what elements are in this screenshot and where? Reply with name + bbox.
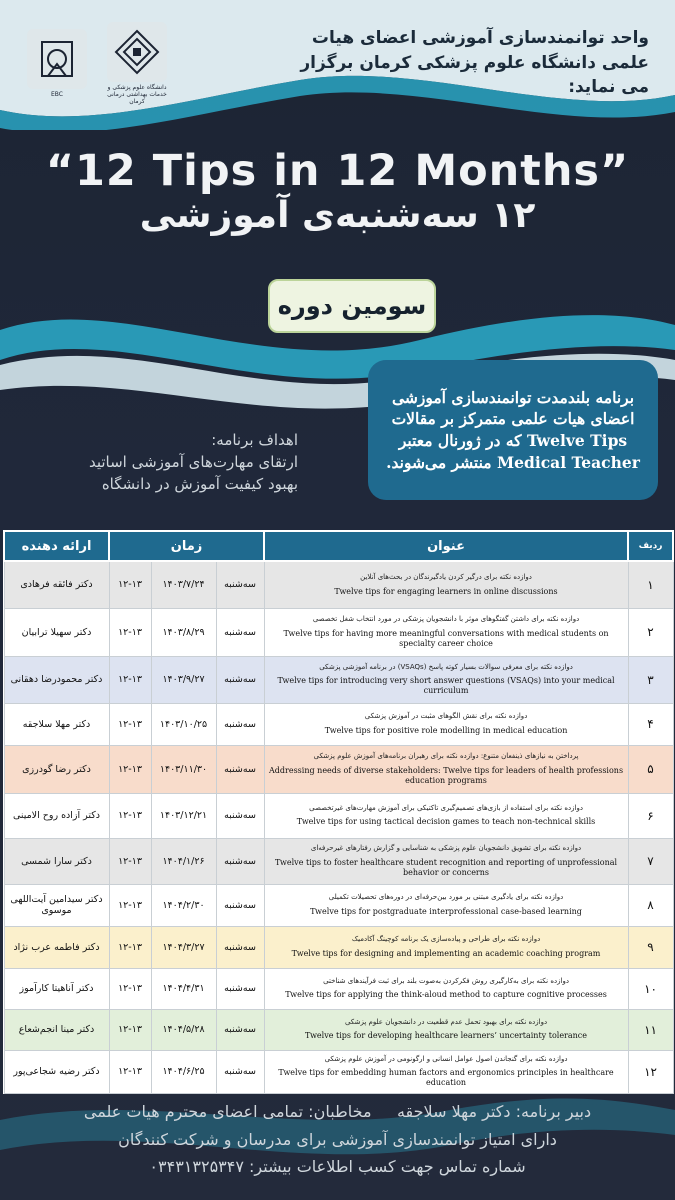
presenter-cell: دکتر رضیه شجاعی‌پور xyxy=(4,1050,109,1093)
header-presenter: ارائه دهنده xyxy=(4,531,109,561)
date-cell: ۱۴۰۴/۶/۲۵ xyxy=(151,1050,216,1093)
goals-title: اهداف برنامه: xyxy=(211,431,298,449)
hour-cell: ۱۲-۱۳ xyxy=(109,884,151,926)
title-persian-text: دوازده نکته برای معرفی سوالات بسیار کوته پاسخ (VSAQs) در برنامه آموزشی پزشکی xyxy=(319,662,573,671)
footer-line-1: دبیر برنامه: دکتر مهلا سلاجقه مخاطبان: تمامی اعضای محترم هیات علمی xyxy=(83,1102,592,1121)
table-row xyxy=(4,926,673,968)
day-cell: سه‌شنبه xyxy=(216,703,264,745)
schedule-table xyxy=(3,530,674,1094)
row-number-cell: ۱۲ xyxy=(628,1050,673,1093)
row-number-cell: ۴ xyxy=(628,703,673,745)
row-number-cell: ۷ xyxy=(628,838,673,884)
date-cell: ۱۴۰۳/۸/۲۹ xyxy=(151,608,216,656)
hour-cell: ۱۲-۱۳ xyxy=(109,561,151,608)
row-number-cell: ۹ xyxy=(628,926,673,968)
title-english-text: Twelve tips for designing and implementing an academic coaching program xyxy=(291,948,601,958)
title-persian-text: پرداختن به نیازهای ذینفعان متنوع: دوازده نکته برای رهبران برنامه‌های آموزش علوم پزشکی xyxy=(313,752,579,761)
row-number-cell: ۲ xyxy=(628,608,673,656)
presenter-cell: دکتر مینا انجم‌شعاع xyxy=(4,1009,109,1050)
presenter-cell: دکتر آناهیتا کارآموز xyxy=(4,968,109,1009)
title-persian-text: دوازده نکته برای بهبود تحمل عدم قطعیت در دانشجویان علوم پزشکی xyxy=(344,1017,548,1026)
title-english-text: Twelve tips for developing healthcare learners’ uncertainty tolerance xyxy=(305,1031,588,1041)
title-english-text: Twelve tips to foster healthcare student recognition and reporting of unprofessional behavior or concerns xyxy=(274,857,618,877)
day-cell: سه‌شنبه xyxy=(216,608,264,656)
presenter-cell: دکتر رضا گودرزی xyxy=(4,745,109,793)
table-row xyxy=(4,838,673,884)
date-cell: ۱۴۰۴/۲/۳۰ xyxy=(151,884,216,926)
logos xyxy=(22,22,172,106)
program-description-box xyxy=(368,360,658,500)
day-cell: سه‌شنبه xyxy=(216,838,264,884)
table-header-row xyxy=(4,531,673,561)
title-persian-text: دوازده نکته برای نقش الگوهای مثبت در آموزش پزشکی xyxy=(364,712,528,721)
date-cell: ۱۴۰۳/۷/۲۴ xyxy=(151,561,216,608)
presenter-cell: دکتر مهلا سلاجقه xyxy=(4,703,109,745)
title-cell xyxy=(264,1050,628,1093)
title-cell xyxy=(264,745,628,793)
table-row xyxy=(4,884,673,926)
date-cell: ۱۴۰۳/۹/۲۷ xyxy=(151,656,216,703)
ebc-logo-label: EBC xyxy=(51,91,63,99)
hour-cell: ۱۲-۱۳ xyxy=(109,745,151,793)
table-row xyxy=(4,561,673,608)
title-cell xyxy=(264,656,628,703)
presenter-cell: دکتر سهیلا ترابیان xyxy=(4,608,109,656)
hour-cell: ۱۲-۱۳ xyxy=(109,926,151,968)
row-number-cell: ۱ xyxy=(628,561,673,608)
program-description: برنامه بلندمدت توانمندسازی آموزشی اعضای هیات علمی متمرکز بر مقالات Twelve Tips که در ژورنال معتبر Medical Teacher منتشر می‌شوند. xyxy=(386,387,640,472)
table-row xyxy=(4,656,673,703)
table-row xyxy=(4,793,673,838)
title-english: “12 Tips in 12 Months” xyxy=(45,146,630,196)
day-cell: سه‌شنبه xyxy=(216,884,264,926)
title-english-text: Twelve tips for positive role modelling in medical education xyxy=(324,725,568,735)
title-persian-text: دوازده نکته برای طراحی و پیاده‌سازی یک برنامه کوچینگ آکادمیک xyxy=(351,935,541,944)
hour-cell: ۱۲-۱۳ xyxy=(109,838,151,884)
date-cell: ۱۴۰۳/۱۲/۲۱ xyxy=(151,793,216,838)
header-text xyxy=(289,26,649,100)
row-number-cell: ۳ xyxy=(628,656,673,703)
title-cell xyxy=(264,926,628,968)
title-english-text: Addressing needs of diverse stakeholders: Twelve tips for leaders of health professions education programs xyxy=(269,765,624,785)
title-english-text: Twelve tips for engaging learners in online discussions xyxy=(334,586,558,596)
title-persian-text: دوازده نکته برای درگیر کردن یادگیرندگان در بحث‌های آنلاین xyxy=(360,572,532,581)
program-goals xyxy=(8,430,298,495)
footer xyxy=(0,1098,675,1181)
title-english-text: Twelve tips for having more meaningful conversations with medical students on specialty career choice xyxy=(283,628,609,648)
header-title: عنوان xyxy=(264,531,628,561)
title-english-text: Twelve tips for postgraduate interprofessional case-based learning xyxy=(310,906,582,916)
row-number-cell: ۶ xyxy=(628,793,673,838)
title-cell xyxy=(264,838,628,884)
date-cell: ۱۴۰۳/۱۰/۲۵ xyxy=(151,703,216,745)
row-number-cell: ۸ xyxy=(628,884,673,926)
date-cell: ۱۴۰۴/۱/۲۶ xyxy=(151,838,216,884)
title-persian-text: دوازده نکته برای داشتن گفتگوهای موثر با دانشجویان پزشکی در مورد انتخاب شغل تخصصی xyxy=(312,615,580,624)
university-logo-caption: دانشگاه علوم پزشکی و خدمات بهداشتی درمانی کرمان xyxy=(107,84,167,106)
title-persian-text: دوازده نکته برای گنجاندن اصول عوامل انسانی و ارگونومی در آموزش علوم پزشکی xyxy=(324,1054,568,1063)
date-cell: ۱۴۰۳/۱۱/۳۰ xyxy=(151,745,216,793)
presenter-cell: دکتر آزاده روح الامینی xyxy=(4,793,109,838)
title-english-text: Twelve tips for applying the think-aloud method to capture cognitive processes xyxy=(285,990,607,1000)
day-cell: سه‌شنبه xyxy=(216,745,264,793)
header-line-1: واحد توانمندسازی آموزشی اعضای هیات xyxy=(311,28,649,48)
date-cell: ۱۴۰۴/۴/۳۱ xyxy=(151,968,216,1009)
title-cell xyxy=(264,793,628,838)
day-cell: سه‌شنبه xyxy=(216,793,264,838)
schedule-table-wrapper xyxy=(3,530,672,1094)
title-cell xyxy=(264,703,628,745)
title-persian: ۱۲ سه‌شنبه‌ی آموزشی xyxy=(139,195,536,236)
edition-badge: سومین دوره xyxy=(268,279,436,333)
table-row xyxy=(4,703,673,745)
row-number-cell: ۱۱ xyxy=(628,1009,673,1050)
day-cell: سه‌شنبه xyxy=(216,656,264,703)
goal-2: بهبود کیفیت آموزش در دانشگاه xyxy=(101,474,298,493)
presenter-cell: دکتر سارا شمسی xyxy=(4,838,109,884)
date-cell: ۱۴۰۴/۳/۲۷ xyxy=(151,926,216,968)
title-persian-text: دوازده نکته برای به‌کارگیری روش فکرکردن به‌صوت بلند برای ثبت فرآیندهای شناختی xyxy=(323,976,569,985)
table-row xyxy=(4,1009,673,1050)
university-logo-icon xyxy=(107,22,167,82)
presenter-cell: دکتر محمودرضا دهقانی xyxy=(4,656,109,703)
title-cell xyxy=(264,884,628,926)
hour-cell: ۱۲-۱۳ xyxy=(109,793,151,838)
hour-cell: ۱۲-۱۳ xyxy=(109,656,151,703)
presenter-cell: دکتر فاطمه عرب نژاد xyxy=(4,926,109,968)
row-number-cell: ۵ xyxy=(628,745,673,793)
title-english-text: Twelve tips for introducing very short answer questions (VSAQs) into your medical curriculum xyxy=(277,676,615,696)
goal-1: ارتقای مهارت‌های آموزشی اساتید xyxy=(88,452,298,471)
ebc-logo xyxy=(22,29,92,98)
day-cell: سه‌شنبه xyxy=(216,968,264,1009)
header-line-2: علمی دانشگاه علوم پزشکی کرمان برگزار می نماید: xyxy=(300,52,649,98)
hour-cell: ۱۲-۱۳ xyxy=(109,703,151,745)
university-logo xyxy=(102,22,172,106)
ebc-logo-icon xyxy=(27,29,87,89)
day-cell: سه‌شنبه xyxy=(216,1050,264,1093)
presenter-cell: دکتر فائقه فرهادی xyxy=(4,561,109,608)
day-cell: سه‌شنبه xyxy=(216,926,264,968)
table-row xyxy=(4,608,673,656)
header-time: زمان xyxy=(109,531,264,561)
table-row xyxy=(4,968,673,1009)
footer-line-2: دارای امتیاز توانمندسازی آموزشی برای مدرسان و شرکت کنندگان xyxy=(118,1129,557,1149)
hour-cell: ۱۲-۱۳ xyxy=(109,968,151,1009)
day-cell: سه‌شنبه xyxy=(216,561,264,608)
title-cell xyxy=(264,968,628,1009)
title-cell xyxy=(264,561,628,608)
title-english-text: Twelve tips for using tactical decision games to teach non-technical skills xyxy=(296,817,596,827)
title-cell xyxy=(264,1009,628,1050)
footer-line-3: شماره تماس جهت کسب اطلاعات بیشتر: ۰۳۴۳۱۳۲۵۳۴۷ xyxy=(149,1157,526,1177)
table-row xyxy=(4,1050,673,1093)
row-number-cell: ۱۰ xyxy=(628,968,673,1009)
hour-cell: ۱۲-۱۳ xyxy=(109,1050,151,1093)
title-cell xyxy=(264,608,628,656)
title-english-text: Twelve tips for embedding human factors and ergonomics principles in healthcare education xyxy=(278,1068,614,1088)
date-cell: ۱۴۰۴/۵/۲۸ xyxy=(151,1009,216,1050)
title-persian-text: دوازده نکته برای استفاده از بازی‌های تصمیم‌گیری تاکتیکی برای آموزش مهارت‌های غیرتخصصی xyxy=(309,803,583,812)
day-cell: سه‌شنبه xyxy=(216,1009,264,1050)
table-row xyxy=(4,745,673,793)
title-persian-text: دوازده نکته برای تشویق دانشجویان علوم پزشکی به شناسایی و گزارش رفتارهای غیرحرفه‌ای xyxy=(310,844,582,853)
title-persian-text: دوازده نکته برای یادگیری مبتنی بر مورد بین‌حرفه‌ای در دوره‌های تحصیلات تکمیلی xyxy=(328,893,564,902)
hour-cell: ۱۲-۱۳ xyxy=(109,1009,151,1050)
header-row: ردیف xyxy=(628,531,673,561)
presenter-cell: دکتر سیدامین آیت‌اللهی موسوی xyxy=(4,884,109,926)
hour-cell: ۱۲-۱۳ xyxy=(109,608,151,656)
